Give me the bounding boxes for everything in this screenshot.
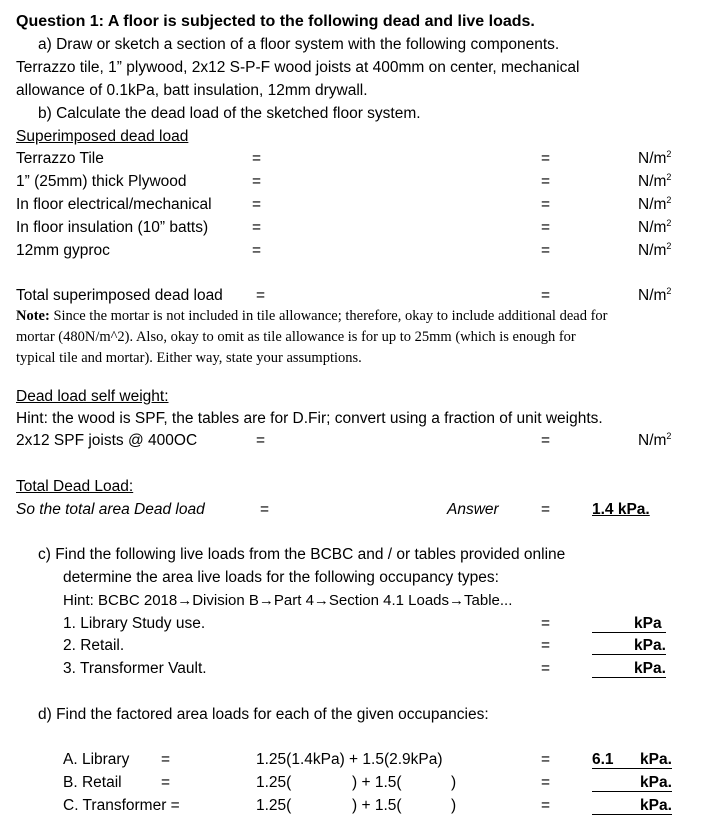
factored-transformer-formula-a: 1.25(: [256, 797, 292, 814]
row-terrazzo-label: Terrazzo Tile: [16, 150, 104, 167]
live-answer-blank-1[interactable]: [592, 632, 666, 633]
factored-retail-formula-b: ) + 1.5(: [352, 774, 402, 791]
factored-retail-eq: =: [161, 774, 171, 791]
note-line-2: mortar (480N/m^2). Also, okay to omit as tile allowance is for up to 25mm (which is enough for: [16, 329, 576, 345]
eq-right-2: =: [541, 173, 551, 190]
eq-right-3: =: [541, 196, 551, 213]
live-eq-1: =: [541, 615, 551, 632]
note-line-1: Note: Since the mortar is not included in tile allowance; therefore, okay to include additional dead for: [16, 308, 608, 324]
joists-unit: $N/m^2$: [638, 431, 672, 449]
live-answer-blank-2[interactable]: [592, 654, 666, 655]
unit-1: $N/m^2$: [638, 149, 672, 167]
total-superimposed-label: Total superimposed dead load: [16, 287, 223, 304]
note-line-3: typical tile and mortar). Either way, state your assumptions.: [16, 350, 362, 366]
factored-transformer-unit: kPa.: [640, 797, 672, 814]
live-eq-3: =: [541, 660, 551, 677]
superimposed-heading: Superimposed dead load: [16, 128, 189, 145]
unit-5: $N/m^2$: [638, 241, 672, 259]
factored-library-underline: [592, 768, 672, 769]
eq-right-4: =: [541, 219, 551, 236]
live-unit-2: kPa.: [634, 637, 666, 654]
unit-4: $N/m^2$: [638, 218, 672, 236]
part-a-line-2: Terrazzo tile, 1” plywood, 2x12 S-P-F wood joists at 400mm on center, mechanical: [16, 59, 580, 76]
joists-eq-right: =: [541, 432, 551, 449]
live-eq-2: =: [541, 637, 551, 654]
question-title: Question 1: A floor is subjected to the following dead and live loads.: [16, 13, 535, 30]
live-item-retail: 2. Retail.: [63, 637, 125, 654]
eq-right-1: =: [541, 150, 551, 167]
factored-retail-eq-right: =: [541, 774, 551, 791]
factored-retail-blank[interactable]: [592, 791, 672, 792]
eq-right-5: =: [541, 242, 551, 259]
total-dead-label: So the total area Dead load: [16, 501, 205, 518]
part-c-line-2: determine the area live loads for the following occupancy types:: [63, 569, 499, 586]
factored-transformer-label: C. Transformer =: [63, 797, 180, 814]
total-dead-eq-right: =: [541, 501, 551, 518]
factored-transformer-blank[interactable]: [592, 814, 672, 815]
row-gyproc-label: 12mm gyproc: [16, 242, 110, 259]
eq-left-5: =: [252, 242, 262, 259]
self-weight-hint: Hint: the wood is SPF, the tables are for D.Fir; convert using a fraction of unit weights.: [16, 410, 603, 427]
self-weight-heading: Dead load self weight:: [16, 388, 169, 405]
total-superimposed-eq-right: =: [541, 287, 551, 304]
factored-retail-formula-a: 1.25(: [256, 774, 292, 791]
factored-library-formula: 1.25(1.4kPa) + 1.5(2.9kPa): [256, 751, 443, 768]
unit-2: $N/m^2$: [638, 172, 672, 190]
live-unit-3: kPa.: [634, 660, 666, 677]
factored-library-eq-right: =: [541, 751, 551, 768]
eq-left-2: =: [252, 173, 262, 190]
unit-3: $N/m^2$: [638, 195, 672, 213]
joists-eq-left: =: [256, 432, 266, 449]
factored-transformer-formula-c: ): [451, 797, 457, 814]
eq-left-3: =: [252, 196, 262, 213]
part-a-line-1: a) Draw or sketch a section of a floor system with the following components.: [38, 36, 560, 53]
row-plywood-label: 1” (25mm) thick Plywood: [16, 173, 187, 190]
joists-label: 2x12 SPF joists @ 400OC: [16, 432, 198, 449]
live-answer-blank-3[interactable]: [592, 677, 666, 678]
part-b-line: b) Calculate the dead load of the sketched floor system.: [38, 105, 421, 122]
live-item-library: 1. Library Study use.: [63, 615, 206, 632]
factored-transformer-eq-right: =: [541, 797, 551, 814]
part-d-line: d) Find the factored area loads for each of the given occupancies:: [38, 706, 489, 723]
eq-left-1: =: [252, 150, 262, 167]
row-mechanical-label: In floor electrical/mechanical: [16, 196, 212, 213]
row-insulation-label: In floor insulation (10” batts): [16, 219, 209, 236]
factored-library-eq: =: [161, 751, 171, 768]
total-dead-eq-left: =: [260, 501, 270, 518]
factored-library-value: 6.1: [592, 751, 614, 768]
total-dead-answer-label: Answer: [447, 501, 499, 518]
live-item-transformer: 3. Transformer Vault.: [63, 660, 207, 677]
factored-retail-formula-c: ): [451, 774, 457, 791]
eq-left-4: =: [252, 219, 262, 236]
factored-retail-label: B. Retail: [63, 774, 122, 791]
factored-retail-unit: kPa.: [640, 774, 672, 791]
factored-transformer-formula-b: ) + 1.5(: [352, 797, 402, 814]
total-dead-answer: 1.4 kPa.: [592, 501, 650, 518]
total-superimposed-unit: $N/m^2$: [638, 286, 672, 304]
total-dead-heading: Total Dead Load:: [16, 478, 134, 495]
part-c-line-1: c) Find the following live loads from the BCBC and / or tables provided online: [38, 546, 566, 563]
live-unit-1: kPa: [634, 615, 662, 632]
total-superimposed-eq-left: =: [256, 287, 266, 304]
factored-library-unit: kPa.: [640, 751, 672, 768]
part-c-hint: Hint: BCBC 2018→Division B→Part 4→Section 4.1 Loads→Table...: [63, 592, 513, 609]
factored-library-label: A. Library: [63, 751, 130, 768]
part-a-line-3: allowance of 0.1kPa, batt insulation, 12mm drywall.: [16, 82, 368, 99]
